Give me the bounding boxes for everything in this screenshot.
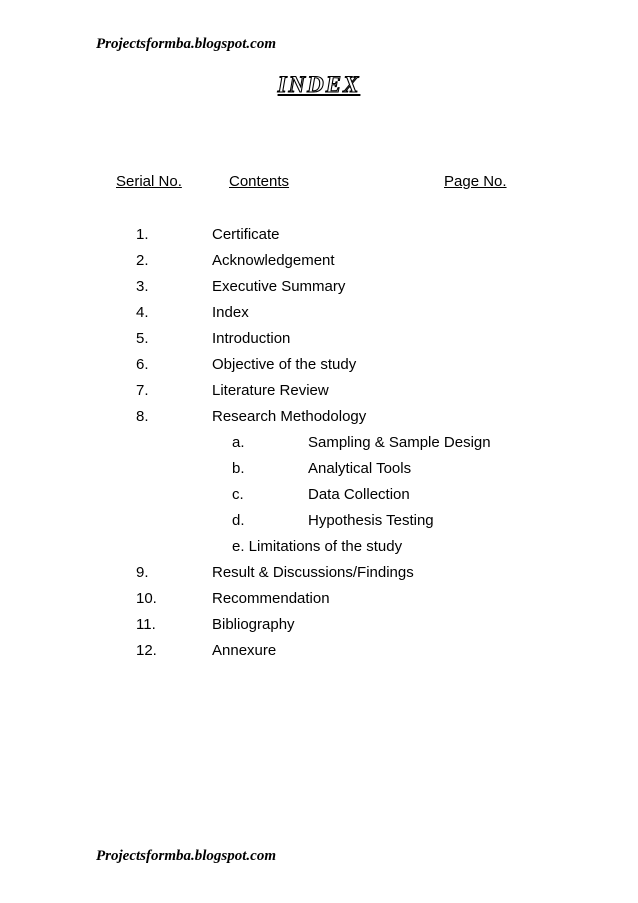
serial-number: 6. <box>136 356 149 373</box>
content-title: Research Methodology <box>212 408 367 425</box>
content-title: Literature Review <box>212 382 329 399</box>
content-title: Annexure <box>212 642 277 659</box>
index-row <box>0 640 638 666</box>
index-list <box>0 224 638 666</box>
page-title: INDEX <box>277 72 361 97</box>
index-row <box>0 354 638 380</box>
content-title: Acknowledgement <box>212 252 335 269</box>
header-watermark: Projectsformba.blogspot.com <box>96 36 276 52</box>
index-row <box>0 406 638 432</box>
sub-letter: a. <box>232 434 245 451</box>
content-title: Objective of the study <box>212 356 357 373</box>
page-no-header: Page No. <box>444 173 507 190</box>
content-title: Result & Discussions/Findings <box>212 564 414 581</box>
index-row <box>0 276 638 302</box>
index-subrow <box>0 458 638 484</box>
index-row <box>0 224 638 250</box>
index-subrow <box>0 510 638 536</box>
index-row <box>0 588 638 614</box>
index-subrow <box>0 432 638 458</box>
serial-number: 3. <box>136 278 149 295</box>
serial-no-header: Serial No. <box>116 173 182 190</box>
content-title: Executive Summary <box>212 278 346 295</box>
serial-number: 5. <box>136 330 149 347</box>
index-subrow <box>0 484 638 510</box>
sub-title: Sampling & Sample Design <box>308 434 491 451</box>
content-title: Recommendation <box>212 590 330 607</box>
index-row <box>0 302 638 328</box>
index-row <box>0 250 638 276</box>
serial-number: 7. <box>136 382 149 399</box>
sub-title: Analytical Tools <box>308 460 412 477</box>
content-title: Certificate <box>212 226 280 243</box>
index-row <box>0 328 638 354</box>
serial-number: 4. <box>136 304 149 321</box>
serial-number: 10. <box>136 590 157 607</box>
serial-number: 8. <box>136 408 149 425</box>
serial-number: 2. <box>136 252 149 269</box>
index-subrow <box>0 536 638 562</box>
contents-header: Contents <box>229 173 290 190</box>
serial-number: 9. <box>136 564 149 581</box>
index-row <box>0 614 638 640</box>
footer-watermark: Projectsformba.blogspot.com <box>96 848 276 864</box>
index-row <box>0 562 638 588</box>
sub-title: Data Collection <box>308 486 410 503</box>
sub-title: e. Limitations of the study <box>232 538 403 555</box>
serial-number: 11. <box>136 616 156 633</box>
sub-letter: b. <box>232 460 245 477</box>
sub-letter: c. <box>232 486 244 503</box>
sub-title: Hypothesis Testing <box>308 512 434 529</box>
index-row <box>0 380 638 406</box>
content-title: Index <box>212 304 249 321</box>
serial-number: 1. <box>136 226 149 243</box>
sub-letter: d. <box>232 512 245 529</box>
serial-number: 12. <box>136 642 157 659</box>
content-title: Introduction <box>212 330 291 347</box>
content-title: Bibliography <box>212 616 295 633</box>
